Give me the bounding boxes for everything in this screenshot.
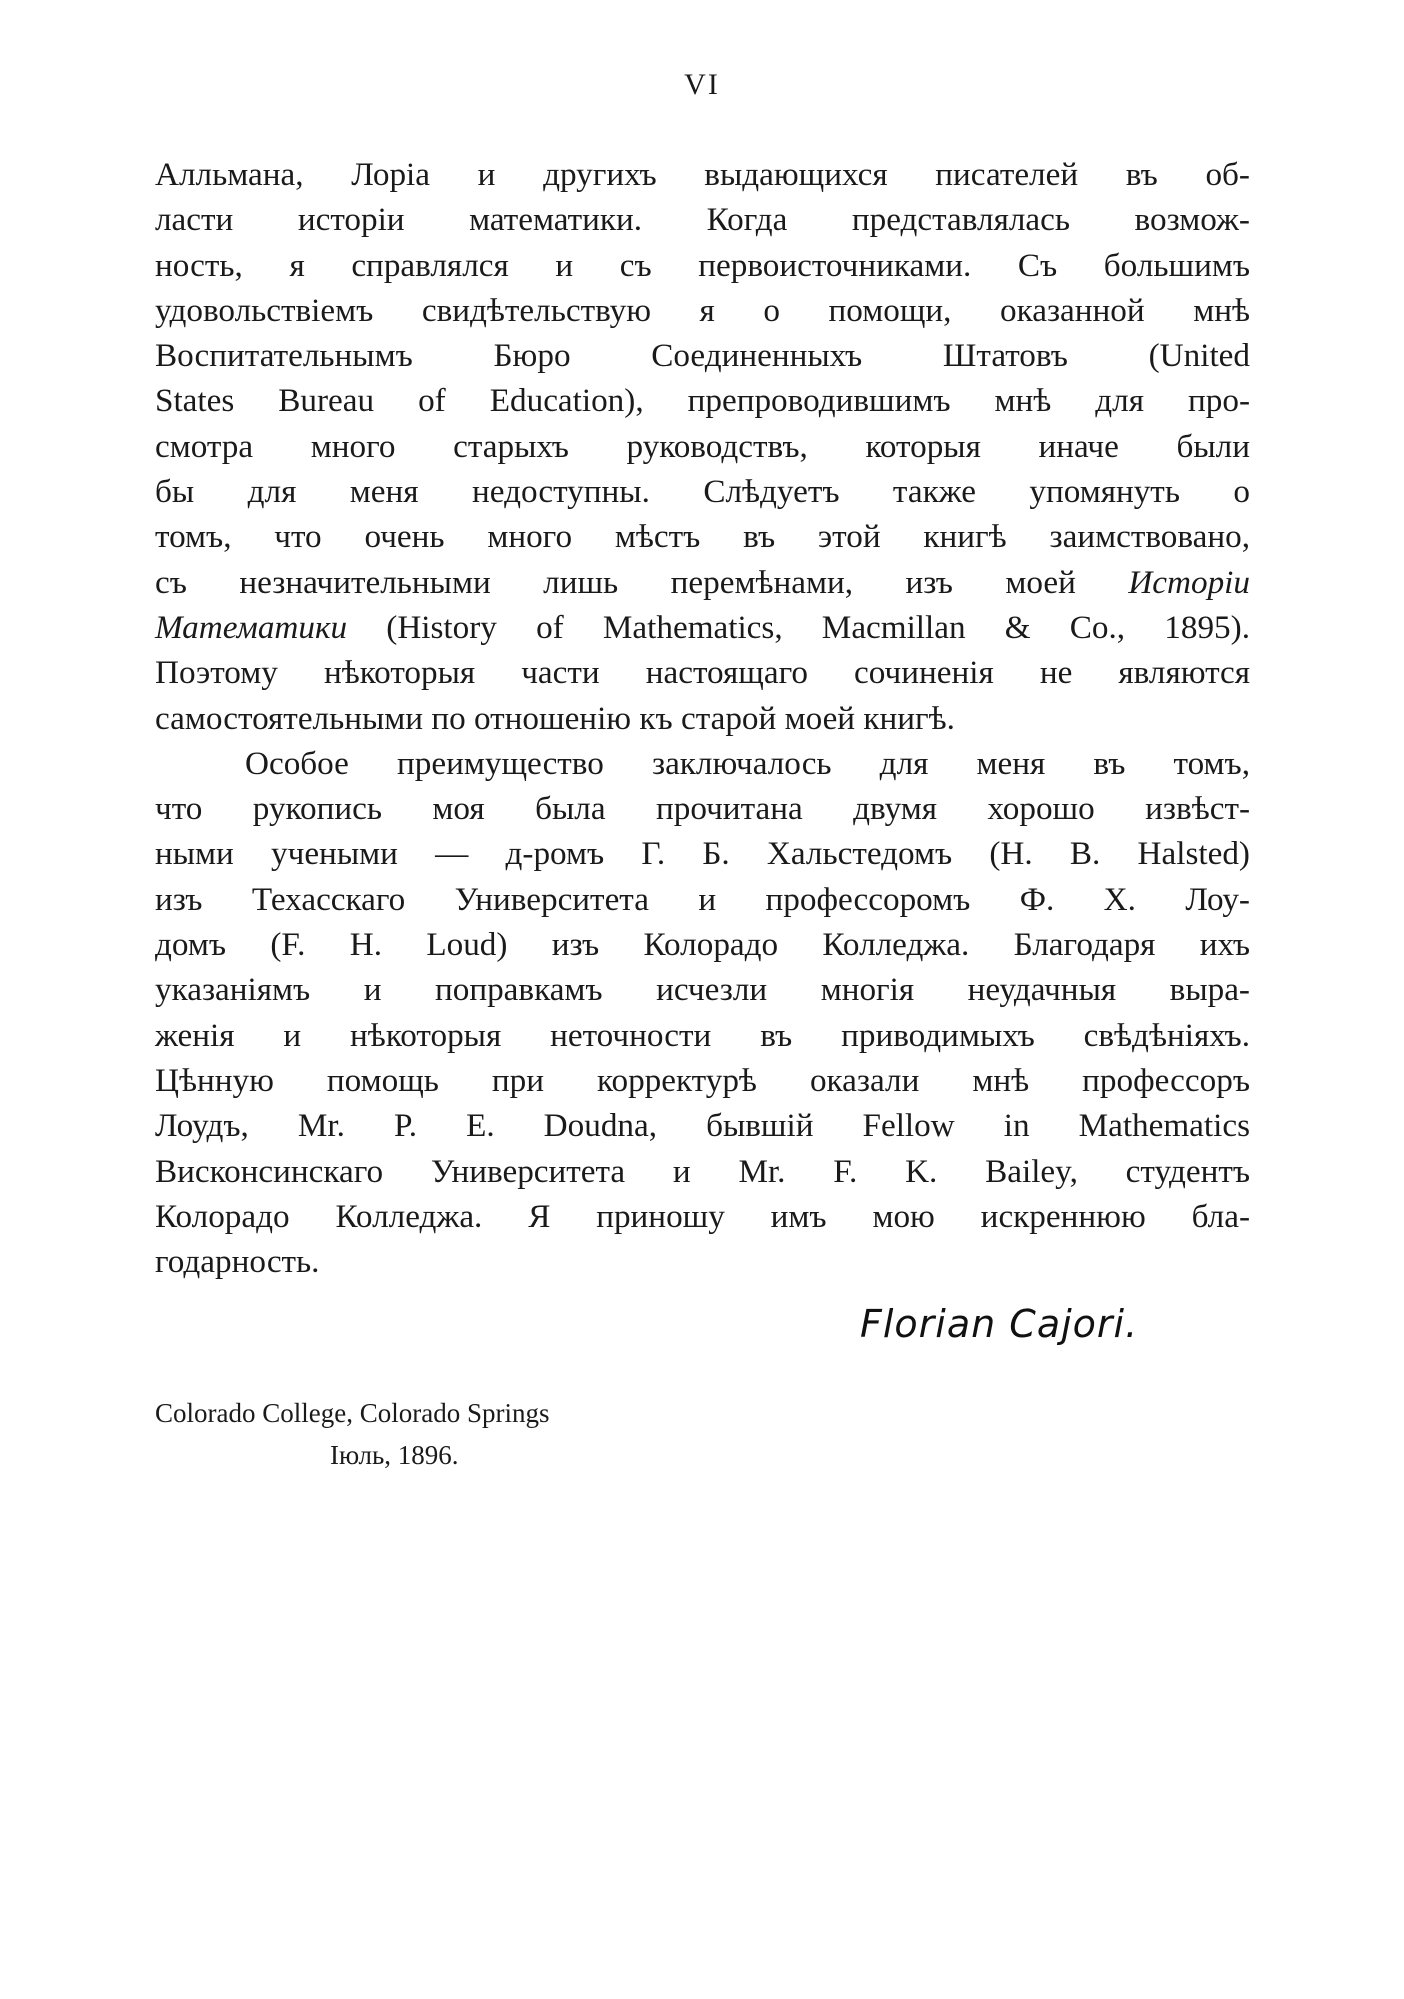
place-line: Colorado College, Colorado Springs (155, 1398, 550, 1428)
text-line: самостоятельными по отношенiю къ старой моей книгѣ. (155, 699, 955, 737)
text-line: домъ (F. H. Loud) изъ Колорадо Колледжа. Благодаря ихъ (155, 926, 1250, 964)
text-line: Цѣнную помощь при корректурѣ оказали мнѣ профессоръ (155, 1061, 1250, 1099)
author-signature: Florian Cajori. (860, 1302, 1139, 1346)
text-line: указанiямъ и поправкамъ исчезли многiя неудачныя выра- (155, 971, 1250, 1009)
date-line: Iюль, 1896. (330, 1440, 459, 1470)
text-line: что рукопись моя была прочитана двумя хорошо извѣст- (155, 790, 1250, 828)
text-line: женiя и нѣкоторыя неточности въ приводимыхъ свѣдѣнiяхъ. (155, 1016, 1250, 1054)
body-text (155, 152, 1250, 1284)
text-line: Воспитательнымъ Бюро Соединенныхъ Штатовъ (United (155, 337, 1250, 375)
text-line: Алльмана, Лорiа и другихъ выдающихся писателей въ об- (155, 156, 1250, 193)
text-line: ласти исторiи математики. Когда представлялась возмож- (155, 201, 1250, 239)
text-line: удовольствiемъ свидѣтельствую я о помощи, оказанной мнѣ (155, 291, 1250, 329)
text-line: ность, я справлялся и съ первоисточниками. Съ большимъ (155, 246, 1250, 284)
text-line: Лоудъ, Mr. P. E. Doudna, бывшiй Fellow in Mathematics (155, 1107, 1250, 1145)
text-line: States Bureau of Education), препроводившимъ мнѣ для про- (155, 382, 1250, 420)
text-line: съ незначительными лишь перемѣнами, изъ моей Исторiи (155, 563, 1250, 601)
text-line: Особое преимущество заключалось для меня въ томъ, (245, 744, 1250, 782)
text-line: ными учеными — д-ромъ Г. Б. Хальстедомъ (H. B. Halsted) (155, 835, 1250, 873)
text-line: бы для меня недоступны. Слѣдуетъ также упомянуть о (155, 473, 1250, 511)
text-line: годарность. (155, 1243, 320, 1281)
text-line: Математики (History of Mathematics, Macmillan & Co., 1895). (155, 608, 1250, 646)
text-line: изъ Техасскаго Университета и профессоромъ Ф. Х. Лоу- (155, 880, 1250, 918)
page-number: VI (684, 68, 720, 101)
text-line: томъ, что очень много мѣстъ въ этой книгѣ заимствовано, (155, 518, 1250, 556)
text-line: Колорадо Колледжа. Я приношу имъ мою искреннюю бла- (155, 1197, 1250, 1235)
text-line: Поэтому нѣкоторыя части настоящаго сочиненiя не являются (155, 654, 1250, 692)
text-line: Висконсинскаго Университета и Mr. F. K. Bailey, студентъ (155, 1152, 1250, 1190)
text-line: смотра много старыхъ руководствъ, которыя иначе были (155, 427, 1250, 465)
